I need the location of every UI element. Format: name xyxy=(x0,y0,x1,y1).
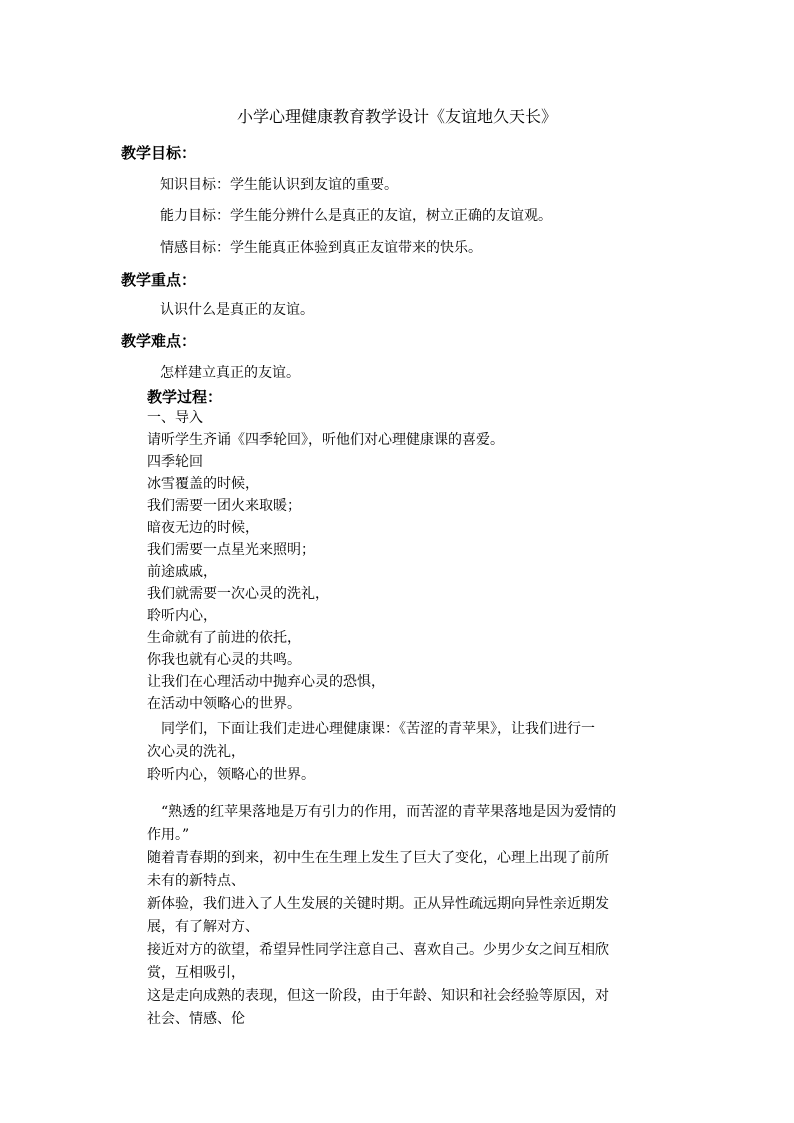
difficulty-text: 怎样建立真正的友谊。 xyxy=(160,365,300,381)
poem-line: 你我也就有心灵的共鸣。 xyxy=(147,652,301,668)
paragraph-line: 同学们，下面让我们走进心理健康课：《苦涩的青苹果》，让我们进行一 xyxy=(147,721,595,737)
paragraph-line: 聆听内心，领略心的世界。 xyxy=(147,767,315,783)
poem-line: 聆听内心， xyxy=(147,608,217,624)
poem-line: 冰雪覆盖的时候， xyxy=(147,476,259,492)
paragraph-line: 这是走向成熟的表现，但这一阶段，由于年龄、知识和社会经验等原因，对 xyxy=(147,988,609,1004)
paragraph-line: 新体验，我们进入了人生发展的关键时期。正从异性疏远期向异性亲近期发 xyxy=(147,896,609,912)
paragraph-line: 社会、情感、伦 xyxy=(147,1011,245,1027)
paragraph-line: 接近对方的欲望，希望异性同学注意自己、喜欢自己。少男少女之间互相欣 xyxy=(147,942,609,958)
poem-line: 暗夜无边的时候， xyxy=(147,520,259,536)
poem-line: 我们需要一点星光来照明； xyxy=(147,542,315,558)
poem-line: 让我们在心理活动中抛弃心灵的恐惧， xyxy=(147,674,385,690)
paragraph-line: 展，有了解对方、 xyxy=(147,919,259,935)
intro-heading: 一、导入 xyxy=(147,410,203,426)
key-point-heading: 教学重点： xyxy=(121,271,197,289)
paragraph-adolescence xyxy=(147,801,675,1031)
poem-title: 四季轮回 xyxy=(147,454,203,470)
teaching-goals-heading: 教学目标： xyxy=(121,144,197,162)
paragraph-intro-lesson xyxy=(147,718,675,787)
poem-line: 前途戚戚， xyxy=(147,564,217,580)
poem-line: 生命就有了前进的依托， xyxy=(147,630,301,646)
document-title: 小学心理健康教育教学设计《友谊地久天长》 xyxy=(236,107,557,126)
paragraph-line: 次心灵的洗礼， xyxy=(147,744,245,760)
intro-text: 请听学生齐诵《四季轮回》，听他们对心理健康课的喜爱。 xyxy=(147,432,504,448)
poem-line: 我们就需要一次心灵的洗礼， xyxy=(147,586,329,602)
difficulty-heading: 教学难点： xyxy=(121,332,197,350)
paragraph-line: “熟透的红苹果落地是万有引力的作用，而苦涩的青苹果落地是因为爱情的 xyxy=(147,804,617,820)
paragraph-line: 作用。” xyxy=(147,827,190,843)
paragraph-line: 赏，互相吸引， xyxy=(147,965,245,981)
knowledge-goal: 知识目标：学生能认识到友谊的重要。 xyxy=(160,177,398,193)
paragraph-line: 随着青春期的到来，初中生在生理上发生了巨大了变化，心理上出现了前所 xyxy=(147,850,609,866)
paragraph-line: 未有的新特点、 xyxy=(147,873,245,889)
ability-goal: 能力目标：学生能分辨什么是真正的友谊，树立正确的友谊观。 xyxy=(160,208,552,224)
key-point-text: 认识什么是真正的友谊。 xyxy=(160,302,314,318)
emotion-goal: 情感目标：学生能真正体验到真正友谊带来的快乐。 xyxy=(160,240,482,256)
poem-line: 在活动中领略心的世界。 xyxy=(147,696,301,712)
poem-line: 我们需要一团火来取暖； xyxy=(147,498,301,514)
process-heading: 教学过程： xyxy=(147,388,223,406)
